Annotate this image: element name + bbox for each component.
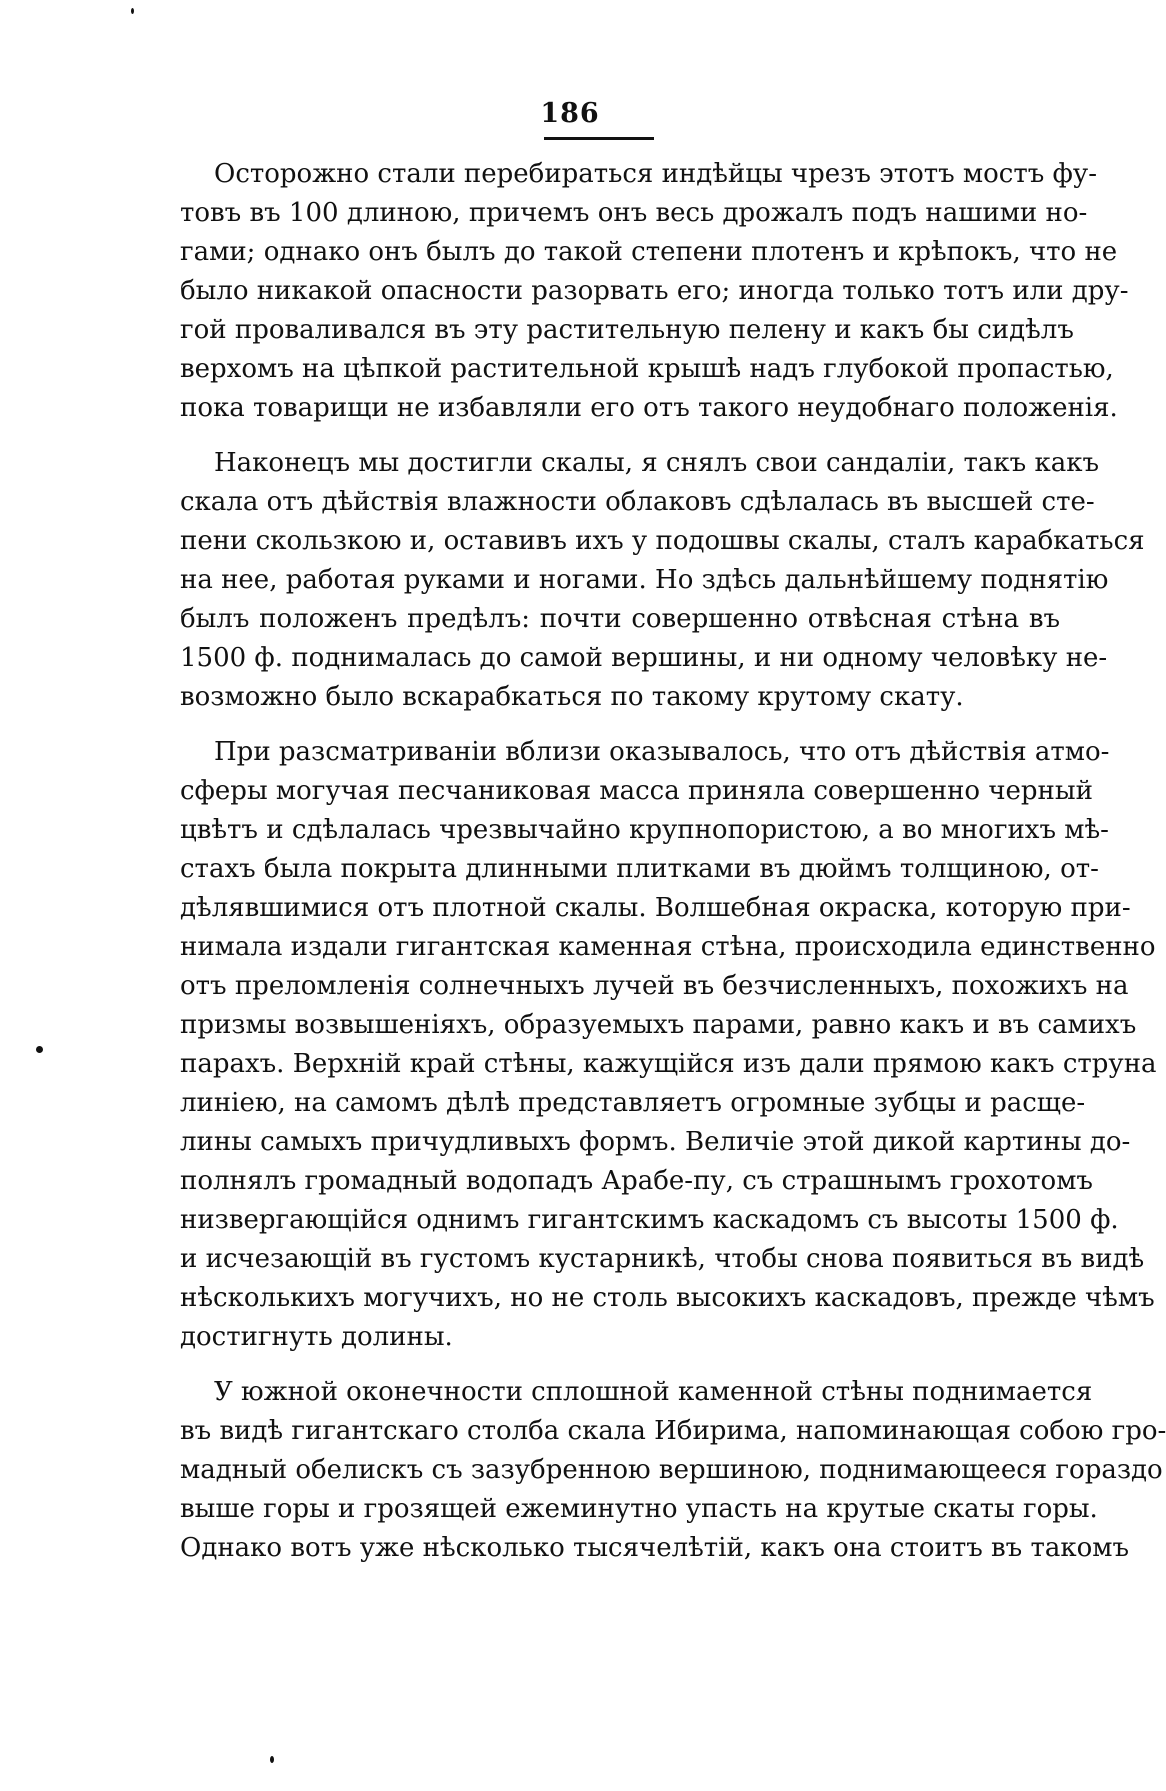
text-line: нимала издали гигантская каменная стѣна, происходила единственно <box>180 932 1156 962</box>
margin-speck <box>36 1046 43 1053</box>
text-line: выше горы и грозящей ежеминутно упасть на крутые скаты горы. <box>180 1494 1098 1524</box>
text-line: низвергающійся однимъ гигантскимъ каскадомъ съ высоты 1500 ф. <box>180 1205 1119 1235</box>
text-line: и исчезающій въ густомъ кустарникѣ, чтобы снова появиться въ видѣ <box>180 1244 1145 1274</box>
text-line: на нее, работая руками и ногами. Но здѣсь дальнѣйшему поднятію <box>180 565 1109 595</box>
header-rule <box>544 137 654 140</box>
text-line: было никакой опасности разорвать его; иногда только тотъ или дру- <box>180 276 1129 306</box>
paragraph-3 <box>180 733 1157 1357</box>
text-line: 1500 ф. поднималась до самой вершины, и ни одному человѣку не- <box>180 643 1108 673</box>
scan-speck <box>270 1756 274 1763</box>
text-line: въ видѣ гигантскаго столба скала Ибирима, напоминающая собою гро- <box>180 1416 1166 1446</box>
page-number: 186 <box>540 98 600 129</box>
text-line: былъ положенъ предѣлъ: почти совершенно отвѣсная стѣна въ <box>180 604 1060 634</box>
text-line: пени скользкою и, оставивъ ихъ у подошвы скалы, сталъ карабкаться <box>180 526 1145 556</box>
text-line: парахъ. Верхній край стѣны, кажущійся изъ дали прямою какъ струна <box>180 1049 1157 1079</box>
text-line: сферы могучая песчаниковая масса приняла совершенно черный <box>180 776 1093 806</box>
text-line: стахъ была покрыта длинными плитками въ дюймъ толщиною, от- <box>180 854 1099 884</box>
text-line: пока товарищи не избавляли его отъ такого неудобнаго положенія. <box>180 393 1118 423</box>
text-line: нѣсколькихъ могучихъ, но не столь высокихъ каскадовъ, прежде чѣмъ <box>180 1283 1155 1313</box>
paragraph-1 <box>180 155 1129 428</box>
text-line: товъ въ 100 длиною, причемъ онъ весь дрожалъ подъ нашими но- <box>180 198 1088 228</box>
text-line: достигнуть долины. <box>180 1322 453 1352</box>
text-line: призмы возвышеніяхъ, образуемыхъ парами, равно какъ и въ самихъ <box>180 1010 1137 1040</box>
scan-speck <box>131 8 134 14</box>
text-line: При разсматриваніи вблизи оказывалось, что отъ дѣйствія атмо- <box>214 737 1110 767</box>
paragraph-4 <box>180 1373 1166 1568</box>
text-line: гой проваливался въ эту растительную пелену и какъ бы сидѣлъ <box>180 315 1074 345</box>
text-line: мадный обелискъ съ зазубренною вершиною, поднимающееся гораздо <box>180 1455 1163 1485</box>
text-line: дѣлявшимися отъ плотной скалы. Волшебная окраска, которую при- <box>180 893 1131 923</box>
text-line: возможно было вскарабкаться по такому крутому скату. <box>180 682 964 712</box>
paragraph-2 <box>180 444 1145 717</box>
text-line: отъ преломленія солнечныхъ лучей въ безчисленныхъ, похожихъ на <box>180 971 1129 1001</box>
text-line: полнялъ громадный водопадъ Арабе-пу, съ страшнымъ грохотомъ <box>180 1166 1093 1196</box>
body-text <box>180 155 1166 1584</box>
text-line: скала отъ дѣйствія влажности облаковъ сдѣлалась въ высшей сте- <box>180 487 1095 517</box>
text-line: гами; однако онъ былъ до такой степени плотенъ и крѣпокъ, что не <box>180 237 1118 267</box>
text-line: У южной оконечности сплошной каменной стѣны поднимается <box>214 1377 1093 1407</box>
text-line: Осторожно стали перебираться индѣйцы чрезъ этотъ мостъ фу- <box>214 159 1097 189</box>
text-line: линіею, на самомъ дѣлѣ представляетъ огромные зубцы и расще- <box>180 1088 1086 1118</box>
text-line: Наконецъ мы достигли скалы, я снялъ свои сандаліи, такъ какъ <box>214 448 1100 478</box>
text-line: Однако вотъ уже нѣсколько тысячелѣтій, какъ она стоитъ въ такомъ <box>180 1533 1130 1563</box>
text-line: цвѣтъ и сдѣлалась чрезвычайно крупнопористою, а во многихъ мѣ- <box>180 815 1109 845</box>
text-line: верхомъ на цѣпкой растительной крышѣ надъ глубокой пропастью, <box>180 354 1114 384</box>
text-line: лины самыхъ причудливыхъ формъ. Величіе этой дикой картины до- <box>180 1127 1131 1157</box>
